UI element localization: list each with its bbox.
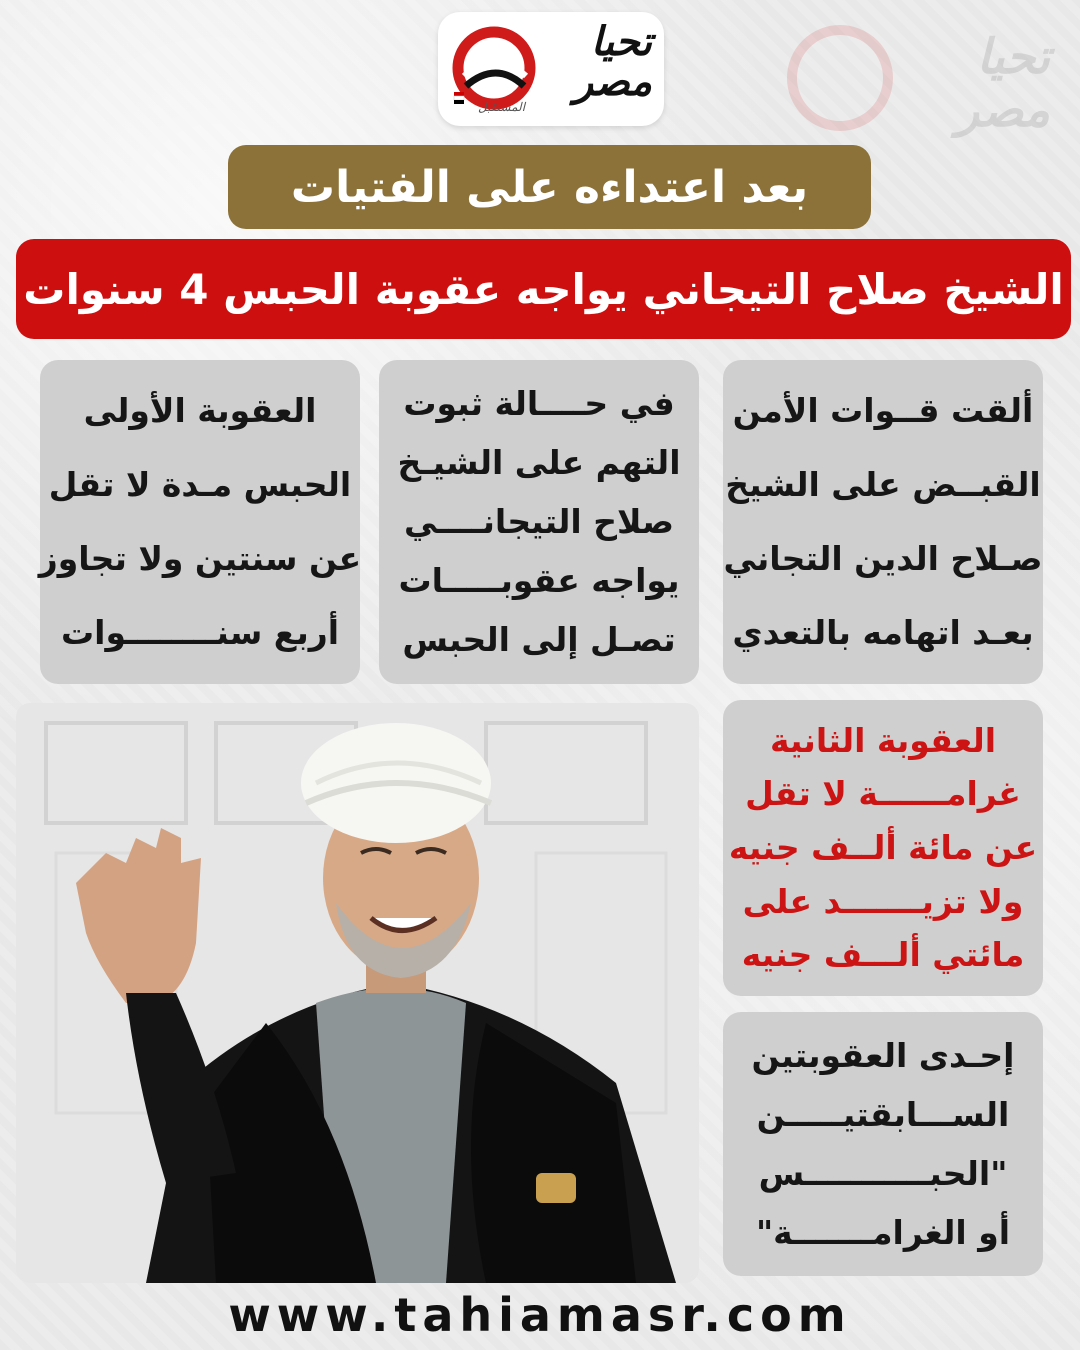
card-line: ألقت قــوات الأمن (732, 391, 1034, 431)
card-line: صـلاح الدين التجاني (723, 539, 1043, 579)
card-line: إحـدى العقوبتين (751, 1035, 1015, 1075)
card-line: التهم على الشيـخ (397, 442, 681, 482)
card-penalties (379, 360, 699, 684)
card-second-penalty (723, 700, 1043, 996)
card-line: القبــض على الشيخ (725, 465, 1041, 505)
card-line: بعـد اتهامه بالتعدي (732, 613, 1034, 653)
logo-wordmark (532, 19, 652, 105)
card-line: صلاح التيجانــــي (404, 502, 674, 541)
subheadline-text: الشيخ صلاح التيجاني يواجه عقوبة الحبس 4 سنوات (23, 264, 1064, 314)
logo-line-2: مصر (573, 59, 652, 105)
website-url[interactable]: www.tahiamasr.com (228, 1288, 852, 1342)
headline-text: بعد اعتداءه على الفتيات (290, 161, 809, 213)
card-line: "الحبـــــــــــس (758, 1153, 1008, 1193)
card-line: عن سنتين ولا تجاوز (38, 539, 362, 579)
card-line: غرامــــــة لا تقل (745, 774, 1021, 814)
card-either-penalty (723, 1012, 1043, 1276)
card-line: مائتي ألـــف جنيه (741, 935, 1025, 975)
sheikh-photo (16, 703, 699, 1283)
card-line: الحبس مـدة لا تقل (48, 465, 352, 505)
card-line: أو الغرامـــــــة" (755, 1212, 1011, 1252)
card-line: الســـابقتيـــــن (756, 1094, 1010, 1134)
card-line: في حــــالة ثبوت (403, 383, 675, 423)
card-line: ولا تزيـــــــد على (742, 881, 1024, 921)
brand-logo (438, 12, 664, 126)
card-line: العقوبة الأولى (83, 391, 317, 431)
card-line: تصـل إلى الحبس (402, 620, 676, 660)
card-line: عن مائة ألــف جنيه (728, 828, 1038, 868)
card-line: أربع سنــــــــوات (60, 613, 340, 653)
sheikh-portrait-image (16, 703, 699, 1283)
card-line: العقوبة الثانية (769, 720, 997, 760)
logo-tagline: المستقبل (478, 100, 526, 114)
card-first-penalty (40, 360, 360, 684)
card-arrest (723, 360, 1043, 684)
card-line: يواجه عقوبـــــات (398, 561, 680, 601)
headline-banner (228, 145, 871, 229)
subheadline-banner (16, 239, 1071, 339)
logo-line-1: تحيا (590, 19, 652, 65)
